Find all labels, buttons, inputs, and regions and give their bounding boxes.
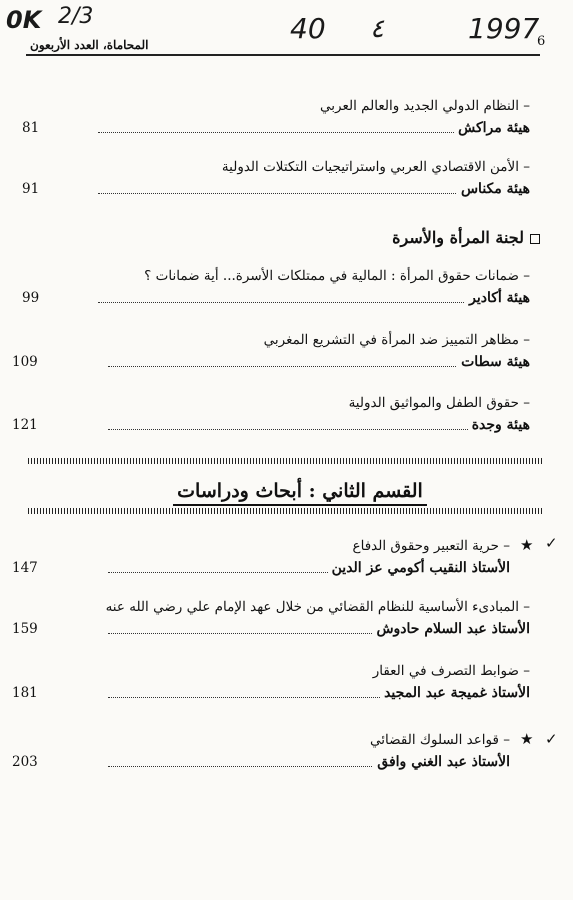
toc-entry — [12, 330, 530, 374]
star-mark-icon: ★ — [520, 536, 534, 554]
entry-author-line — [22, 118, 530, 140]
entry-page: 81 — [22, 120, 40, 136]
entry-page: 99 — [22, 290, 40, 306]
entry-title: – ضوابط التصرف في العقار — [372, 663, 530, 679]
toc-entry — [22, 96, 530, 140]
journal-title: المحاماة، العدد الأربعون — [30, 38, 149, 52]
entry-page: 159 — [12, 621, 38, 637]
toc-entry — [22, 157, 530, 201]
entry-title: – المبادىء الأساسية للنظام القضائي من خلال عهد الإمام علي رضي الله عنه — [105, 599, 530, 615]
entry-page: 147 — [12, 560, 38, 576]
entry-page: 203 — [12, 754, 38, 770]
part-heading — [60, 480, 540, 506]
entry-page: 181 — [12, 685, 38, 701]
entry-title: – قواعد السلوك القضائي — [370, 732, 510, 748]
entry-author-line — [12, 752, 510, 774]
entry-author: هيئة وجدة — [468, 415, 530, 435]
handwritten-code: 0K — [6, 6, 42, 34]
entry-author-line — [12, 619, 530, 641]
section-label: لجنة المرأة والأسرة — [392, 228, 524, 247]
entry-title: – الأمن الاقتصادي العربي واستراتيجيات التكتلات الدولية — [221, 159, 530, 175]
toc-entry — [12, 730, 510, 774]
entry-page: 121 — [12, 417, 38, 433]
entry-author: الأستاذ النقيب أكومي عز الدين — [328, 558, 510, 578]
entry-author-line — [12, 683, 530, 705]
part-label: القسم الثاني : أبحاث ودراسات — [173, 480, 427, 506]
page-number: 6 — [537, 34, 546, 49]
section-heading — [60, 228, 540, 247]
entry-title: – مظاهر التمييز ضد المرأة في التشريع المغربي — [263, 332, 530, 348]
leader-dots — [108, 429, 530, 430]
star-mark-icon: ★ — [520, 730, 534, 748]
handwritten-fraction: 2/3 — [58, 4, 94, 29]
checkbox-square-icon — [530, 234, 540, 244]
entry-author: الأستاذ غميجة عبد المجيد — [380, 683, 530, 703]
entry-author: الأستاذ عبد الغني وافق — [373, 752, 510, 772]
toc-entry — [12, 536, 510, 580]
hatch-divider — [28, 458, 542, 464]
entry-author: هيئة مكناس — [457, 179, 530, 199]
toc-entry — [12, 393, 530, 437]
hatch-divider — [28, 508, 542, 514]
header-rule — [26, 54, 540, 56]
entry-title: – حقوق الطفل والمواثيق الدولية — [348, 395, 530, 411]
entry-author: هيئة سطات — [457, 352, 530, 372]
entry-title: – ضمانات حقوق المرأة : المالية في ممتلكات الأسرة... أية ضمانات ؟ — [144, 268, 530, 284]
toc-entry — [12, 661, 530, 705]
toc-entry — [12, 597, 530, 641]
entry-author-line — [12, 352, 530, 374]
entry-title: – حرية التعبير وحقوق الدفاع — [352, 538, 510, 554]
entry-author-line — [12, 558, 510, 580]
entry-author-line — [22, 179, 530, 201]
entry-author-line — [22, 288, 530, 310]
handwritten-issue-number: 40 — [290, 12, 326, 45]
handwritten-year: 1997 — [468, 12, 540, 45]
entry-page: 109 — [12, 354, 38, 370]
entry-page: 91 — [22, 181, 40, 197]
tick-mark-icon: ✓ — [545, 534, 558, 552]
tick-mark-icon: ✓ — [545, 730, 558, 748]
toc-entry — [22, 266, 530, 310]
entry-author: هيئة مراكش — [454, 118, 530, 138]
entry-title: – النظام الدولي الجديد والعالم العربي — [320, 98, 530, 114]
entry-author: الأستاذ عبد السلام حادوش — [372, 619, 530, 639]
entry-author: هيئة أكادير — [465, 288, 530, 308]
handwritten-issue-letter: ٤ — [370, 14, 384, 44]
entry-author-line — [12, 415, 530, 437]
